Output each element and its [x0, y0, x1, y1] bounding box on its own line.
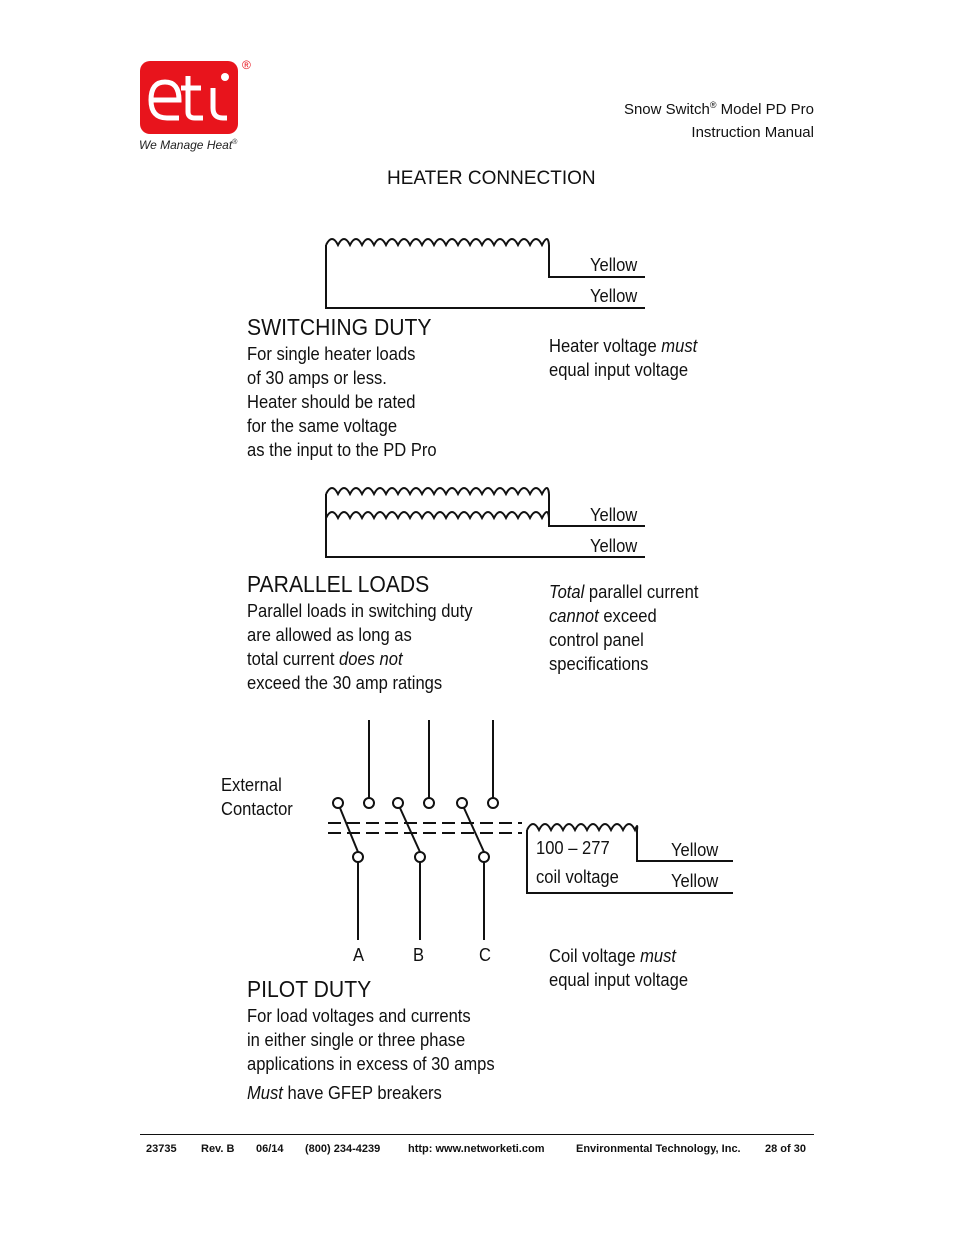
coil-voltage-label: coil voltage — [536, 867, 619, 887]
parallel-note-line-1 — [549, 580, 698, 604]
pilot-line: For load voltages and currents — [247, 1006, 471, 1026]
switching-wire-label-1: Yellow — [590, 255, 638, 275]
parallel-line-3 — [247, 647, 473, 671]
parallel-note-2-rest: exceed — [598, 606, 657, 626]
footer-page-number: 28 of 30 — [765, 1143, 806, 1155]
parallel-note-line-4: specifications — [549, 654, 649, 674]
pilot-note-pre: Coil voltage — [549, 946, 641, 966]
switching-heading: SWITCHING DUTY — [247, 314, 432, 340]
logo-tagline-mark: ® — [232, 139, 238, 146]
parallel-description — [247, 599, 473, 695]
parallel-heater-coil-1 — [326, 488, 549, 494]
logo-registered-mark: ® — [242, 58, 251, 72]
pilot-wire-label-2: Yellow — [671, 871, 719, 891]
pilot-wire-label-1: Yellow — [671, 840, 719, 860]
switching-line: as the input to the PD Pro — [247, 440, 437, 460]
footer-phone: (800) 234-4239 — [305, 1143, 381, 1155]
gfep-em: Must — [247, 1083, 283, 1101]
pilot-note — [549, 944, 688, 992]
switching-line: of 30 amps or less. — [247, 368, 387, 388]
switching-note-em: must — [661, 336, 698, 356]
switching-note-line-2: equal input voltage — [549, 360, 689, 380]
contactor-coil — [527, 824, 637, 830]
parallel-line-2: are allowed as long as — [247, 625, 412, 645]
parallel-note-line-3: control panel — [549, 630, 644, 650]
footer-divider — [140, 1134, 814, 1135]
header-product-name: Snow Switch — [623, 101, 710, 118]
parallel-note — [549, 580, 698, 676]
contactor-mechanical-link — [328, 823, 522, 833]
parallel-line-1: Parallel loads in switching duty — [247, 601, 473, 621]
switching-line: Heater should be rated — [247, 392, 416, 412]
pilot-note-line-2: equal input voltage — [549, 970, 689, 990]
pilot-description — [247, 1004, 495, 1076]
contactor-poles — [333, 720, 498, 940]
parallel-heater-coil-2 — [326, 512, 549, 518]
footer-revision: Rev. B — [201, 1143, 235, 1155]
logo-tagline-text: We Manage Heat — [139, 138, 233, 152]
phase-label-b: B — [413, 945, 425, 965]
parallel-line-4: exceed the 30 amp ratings — [247, 673, 443, 693]
header-product-mark: ® — [709, 100, 717, 110]
parallel-heading: PARALLEL LOADS — [247, 571, 430, 597]
footer-date: 06/14 — [256, 1143, 284, 1155]
parallel-note-1-rest: parallel current — [584, 582, 699, 602]
parallel-wire-label-2: Yellow — [590, 536, 638, 556]
parallel-note-2-em: cannot — [549, 606, 599, 626]
switching-note-line-1 — [549, 334, 697, 358]
gfep-note — [247, 1081, 442, 1101]
switching-wire-label-2: Yellow — [590, 286, 638, 306]
header-model: Model PD Pro — [716, 101, 814, 118]
parallel-note-1-em: Total — [549, 582, 585, 602]
coil-voltage-range: 100 – 277 — [536, 838, 610, 858]
pilot-note-em: must — [640, 946, 677, 966]
phase-label-a: A — [353, 945, 365, 965]
switching-heater-coil — [326, 239, 549, 245]
pilot-line: applications in excess of 30 amps — [247, 1054, 495, 1074]
footer-doc-number: 23735 — [146, 1143, 177, 1155]
header-doc-type: Instruction Manual — [691, 124, 814, 141]
switching-note-pre: Heater voltage — [549, 336, 662, 356]
pilot-heading: PILOT DUTY — [247, 976, 372, 1002]
footer-website[interactable]: http: www.networketi.com — [408, 1143, 545, 1155]
footer-company: Environmental Technology, Inc. — [576, 1143, 741, 1155]
contactor-label-line-2: Contactor — [221, 799, 293, 819]
parallel-line-3-pre: total current — [247, 649, 340, 669]
switching-line: For single heater loads — [247, 344, 416, 364]
parallel-wire-label-1: Yellow — [590, 505, 638, 525]
parallel-line-3-em: does not — [339, 649, 403, 669]
pilot-note-line-1 — [549, 944, 688, 968]
switching-line: for the same voltage — [247, 416, 398, 436]
pilot-line: in either single or three phase — [247, 1030, 466, 1050]
contactor-label-line-1: External — [221, 775, 282, 795]
switching-description — [247, 342, 437, 462]
phase-label-c: C — [479, 945, 491, 965]
external-contactor-label — [221, 773, 293, 821]
gfep-rest: have GFEP breakers — [282, 1083, 442, 1101]
parallel-note-line-2 — [549, 604, 698, 628]
page-title: HEATER CONNECTION — [387, 168, 596, 189]
switching-note — [549, 334, 697, 382]
